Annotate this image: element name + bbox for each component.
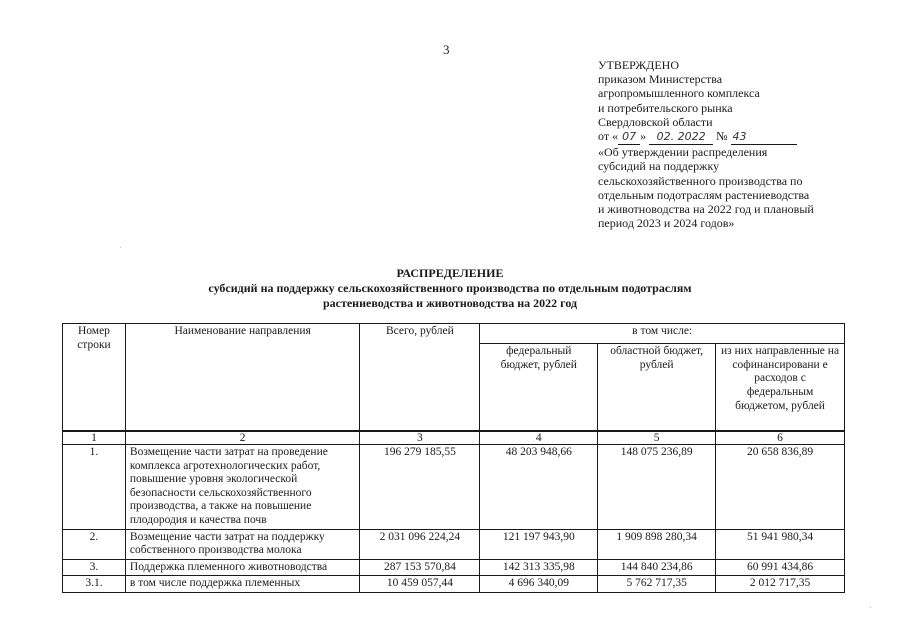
row-regional: 148 075 236,89 — [598, 445, 716, 530]
page-number: 3 — [443, 42, 450, 57]
approval-date-line — [598, 129, 858, 145]
approval-line: Свердловской области — [598, 114, 713, 129]
title-subtitle-line: субсидий на поддержку сельскохозяйственного производства по отдельным подотраслям — [208, 281, 692, 295]
header-federal: федеральный бюджет, рублей — [480, 344, 598, 431]
approval-subject-line: и животноводства на 2022 год и плановый — [598, 202, 814, 217]
row-regional: 144 840 234,86 — [598, 559, 716, 576]
row-cofinancing: 51 941 980,34 — [716, 529, 845, 559]
header-total: Всего, рублей — [360, 324, 480, 432]
row-federal: 121 197 943,90 — [480, 529, 598, 559]
approval-subject-line: отдельным подотраслям растениеводства — [598, 187, 810, 202]
table-row — [63, 559, 845, 576]
approval-line: УТВЕРЖДЕНО — [598, 58, 680, 72]
header-including: в том числе: — [480, 324, 845, 344]
approval-line: и потребительского рынка — [598, 100, 733, 115]
title-subtitle-line: растениеводства и животноводства на 2022 год — [322, 296, 578, 310]
column-number: 3 — [360, 431, 480, 445]
row-total: 2 031 096 224,24 — [360, 529, 480, 559]
date-mid: » — [640, 129, 647, 144]
date-prefix: от « — [598, 129, 619, 144]
row-cofinancing: 20 658 836,89 — [716, 445, 845, 530]
header-cofinancing: из них направленные на софинансировани е расходов с федеральным бюджетом, рублей — [716, 344, 845, 431]
handwritten-day: 07 — [618, 130, 640, 145]
scan-speck — [870, 607, 871, 608]
row-regional: 5 762 717,35 — [598, 576, 716, 593]
row-federal: 4 696 340,09 — [480, 576, 598, 593]
approval-line: приказом Министерства — [598, 72, 723, 87]
row-name: Возмещение части затрат на проведение комплекса агротехнологических работ, повышение уровня экологической безопасности сельскохозяйственного производства, а также на повышение плодородия и качества почв — [125, 445, 360, 530]
row-number: 2. — [63, 529, 126, 559]
row-federal: 48 203 948,66 — [480, 445, 598, 530]
row-number: 3.1. — [63, 576, 126, 593]
header-row-number: Номер строки — [63, 324, 126, 432]
column-number: 4 — [480, 431, 598, 445]
document-title — [100, 266, 800, 311]
table-row — [63, 529, 845, 559]
approval-stamp — [598, 58, 858, 230]
handwritten-month-year: 02. 2022 — [649, 130, 713, 145]
header-name: Наименование направления — [125, 324, 360, 432]
row-cofinancing: 2 012 717,35 — [716, 576, 845, 593]
handwritten-order-number: 43 — [731, 130, 797, 145]
column-number: 5 — [598, 431, 716, 445]
scan-speck — [120, 247, 121, 248]
table-row — [63, 445, 845, 530]
column-number: 6 — [716, 431, 845, 445]
table-header-row — [63, 324, 845, 344]
number-prefix: № — [716, 129, 728, 144]
approval-subject-line: субсидий на поддержку — [598, 159, 720, 174]
row-number: 3. — [63, 559, 126, 576]
title-heading: РАСПРЕДЕЛЕНИЕ — [396, 266, 504, 280]
distribution-table — [62, 323, 845, 593]
row-total: 196 279 185,55 — [360, 445, 480, 530]
row-federal: 142 313 335,98 — [480, 559, 598, 576]
row-total: 287 153 570,84 — [360, 559, 480, 576]
row-total: 10 459 057,44 — [360, 576, 480, 593]
row-name: Возмещение части затрат на поддержку собственного производства молока — [125, 529, 360, 559]
header-regional: областной бюджет, рублей — [598, 344, 716, 431]
column-number: 1 — [63, 431, 126, 445]
approval-subject-line: сельскохозяйственного производства по — [598, 173, 803, 188]
row-name: в том числе поддержка племенных — [125, 576, 360, 593]
column-number: 2 — [125, 431, 360, 445]
row-name: Поддержка племенного животноводства — [125, 559, 360, 576]
approval-subject-line: «Об утверждении распределения — [598, 145, 768, 160]
row-cofinancing: 60 991 434,86 — [716, 559, 845, 576]
approval-line: агропромышленного комплекса — [598, 86, 760, 101]
table-row — [63, 576, 845, 593]
approval-subject-line: период 2023 и 2024 годов» — [598, 216, 735, 231]
row-regional: 1 909 898 280,34 — [598, 529, 716, 559]
column-number-row — [63, 431, 845, 445]
row-number: 1. — [63, 445, 126, 530]
